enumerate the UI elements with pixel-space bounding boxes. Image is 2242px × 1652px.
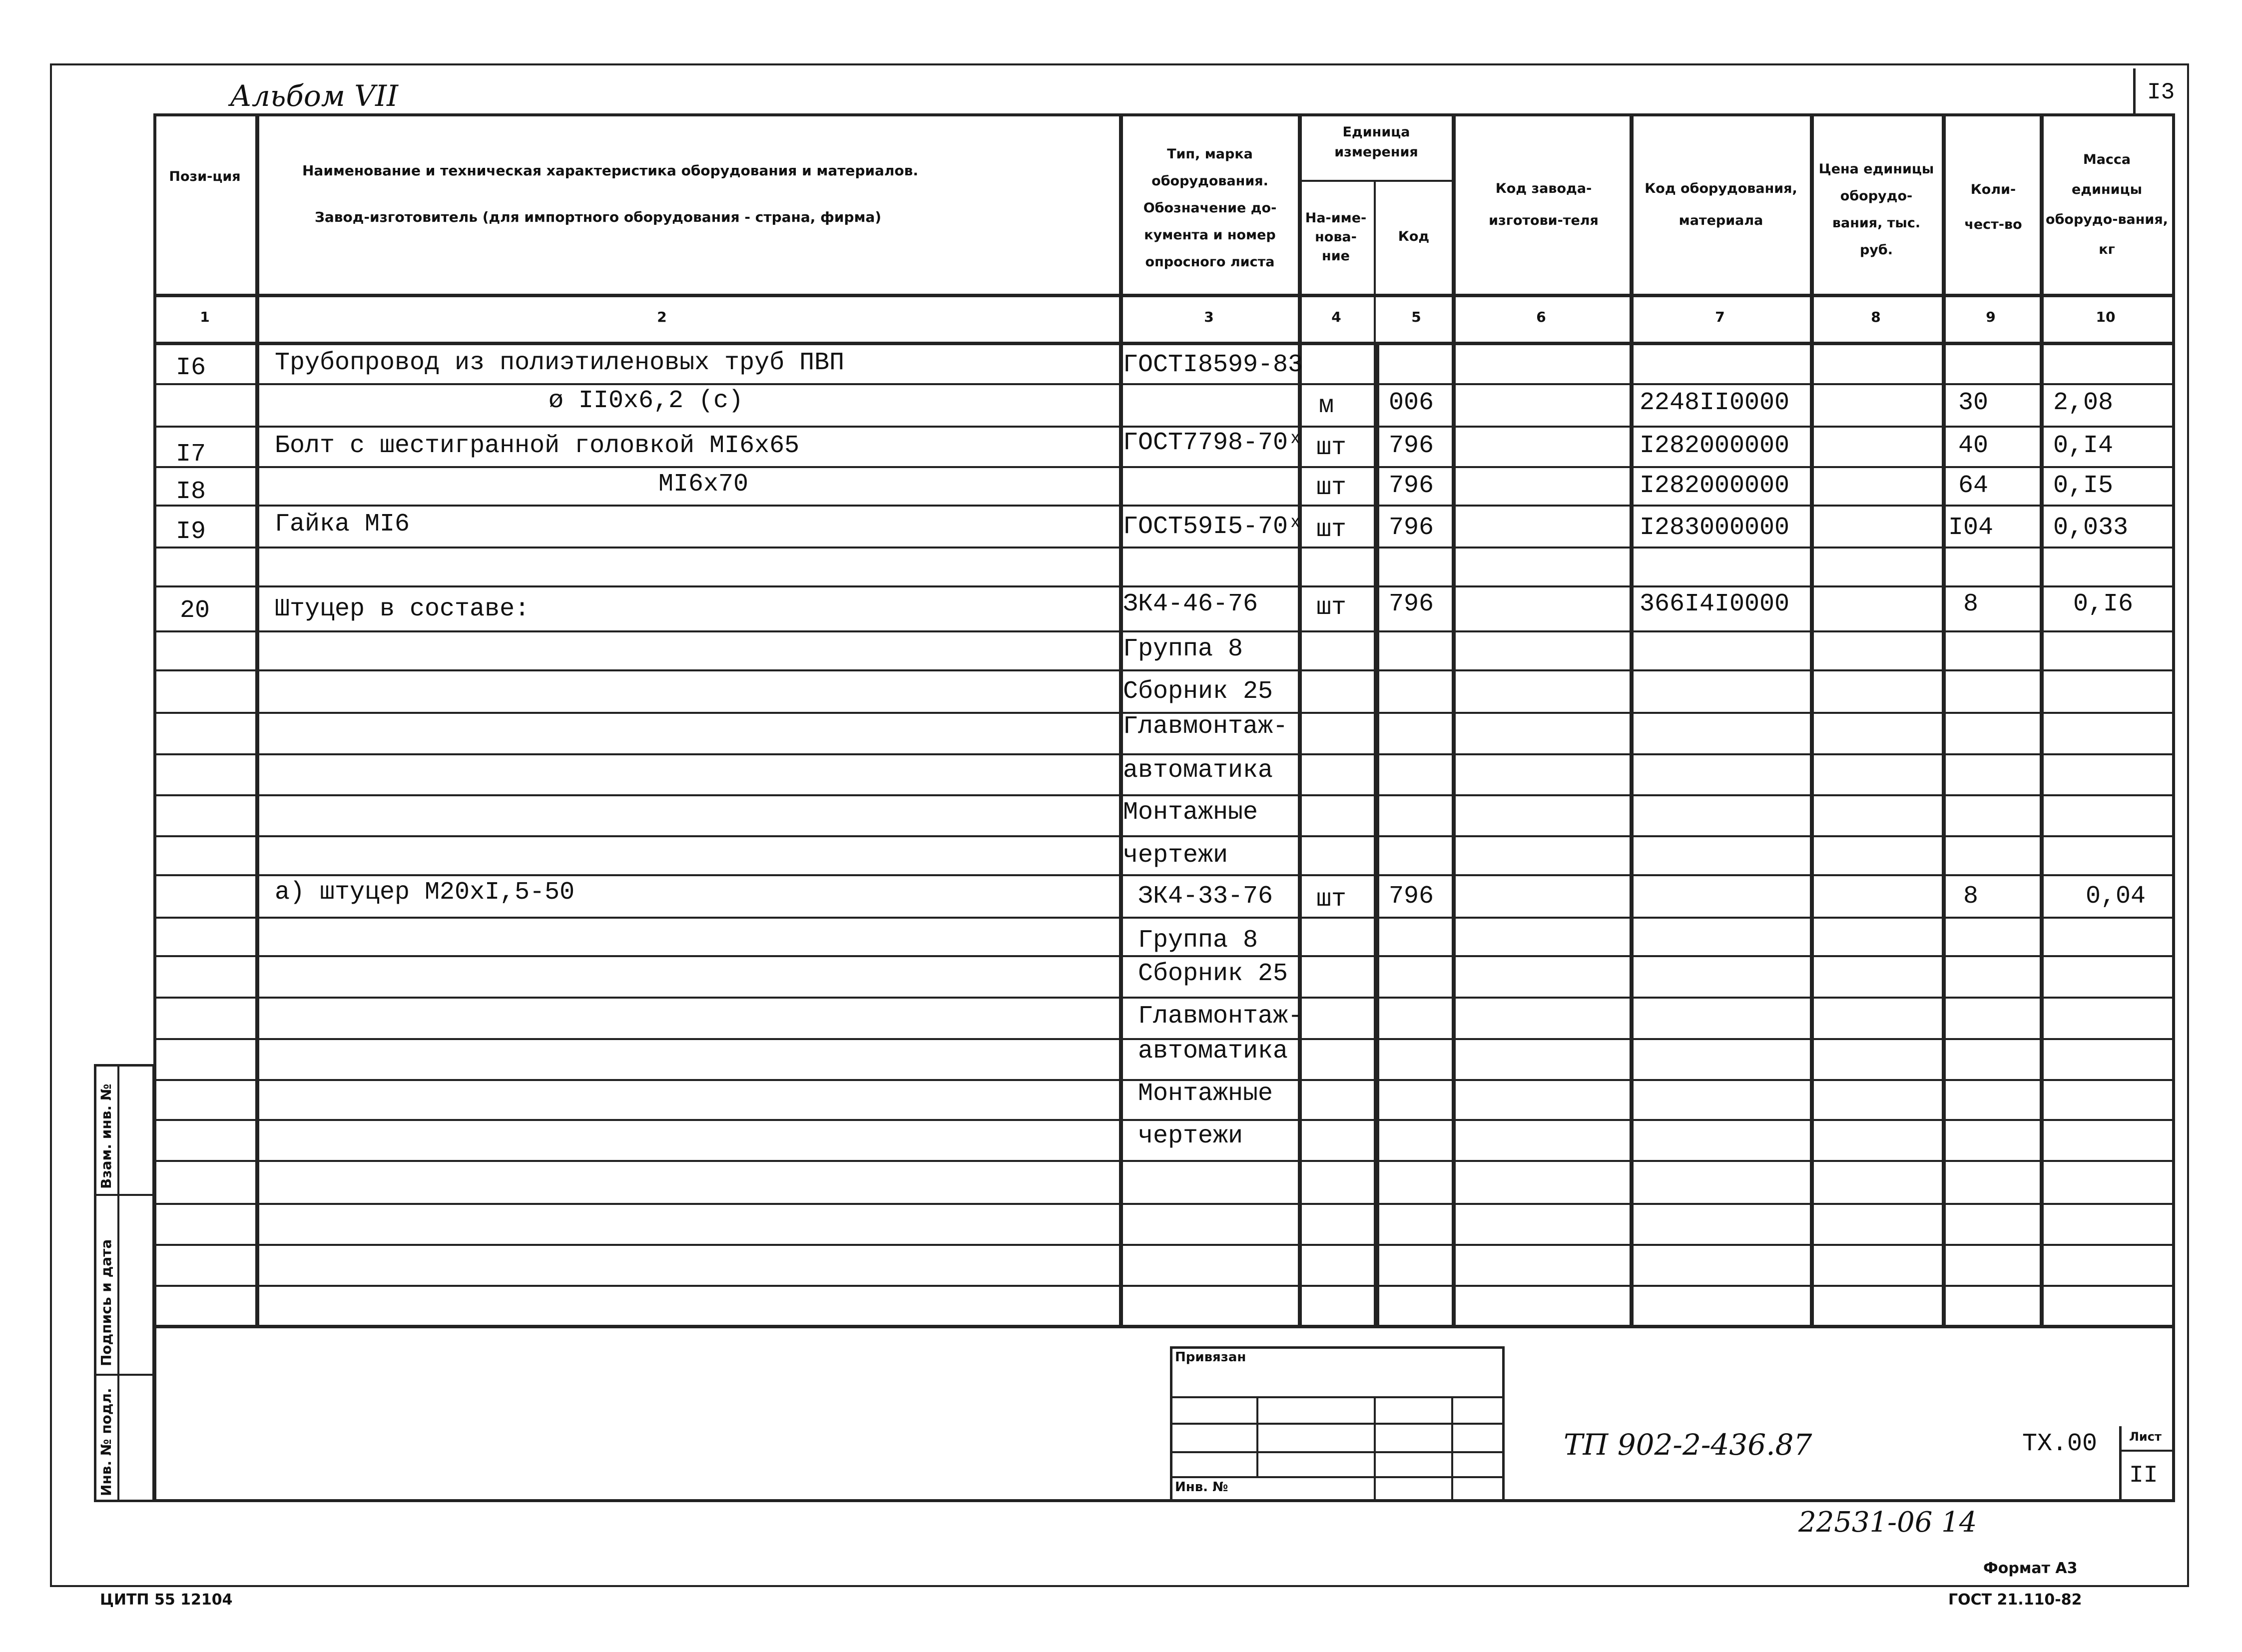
row-20-doc-line: автоматика — [1123, 756, 1273, 785]
row-20-code: 366I4I0000 — [1640, 590, 1790, 618]
row-i6b-unit: м — [1319, 392, 1334, 420]
row-20a-doc-line: чертежи — [1138, 1122, 1243, 1150]
header-bottom-line — [153, 294, 2175, 297]
sheet-label: Лист — [2129, 1430, 2162, 1444]
row-i6b-qty: 30 — [1958, 389, 1989, 417]
row-20-pos: 20 — [180, 596, 210, 625]
row-line — [153, 1160, 2175, 1162]
row-20a-name: а) штуцер М20xI,5-50 — [275, 878, 575, 907]
row-20a-doc-line: Главмонтаж- — [1138, 1002, 1303, 1031]
row-20-unit-code: 796 — [1389, 590, 1434, 618]
row-20-doc-line: чертежи — [1123, 841, 1228, 870]
bound-stamp-line — [1170, 1423, 1505, 1425]
bound-stamp-col — [1374, 1396, 1376, 1502]
row-i9-unit: шт — [1316, 516, 1347, 544]
row-i7-qty: 40 — [1958, 432, 1989, 460]
row-line — [153, 547, 2175, 549]
row-i6b-code: 2248II0000 — [1640, 389, 1790, 417]
row-20a-doc-line: автоматика — [1138, 1037, 1288, 1066]
row-i6-name: Трубопровод из полиэтиленовых труб ПВП — [275, 349, 845, 377]
header-unit-group: Единица измерения — [1334, 124, 1418, 160]
row-line — [153, 505, 2175, 507]
row-i9-code: I283000000 — [1640, 514, 1790, 542]
bound-stamp-line — [1170, 1396, 1505, 1398]
row-20-doc: ЗК4-46-76 — [1123, 590, 1258, 618]
row-line — [153, 917, 2175, 919]
side-stamp-divider — [117, 1064, 119, 1502]
col-line-5 — [1452, 113, 1456, 1327]
row-20a-doc: ЗК4-33-76 — [1138, 882, 1273, 911]
bound-stamp-col — [1451, 1396, 1453, 1502]
row-i9-doc: ГОСТ59I5-70ˣ — [1123, 513, 1303, 541]
header-unit-name: На-име-нова-ние — [1305, 210, 1367, 264]
row-i6b-name: ø II0x6,2 (c) — [549, 387, 744, 415]
header-name-line2: Завод-изготовитель (для импортного оборудования - страна, фирма) — [315, 209, 882, 225]
inv-no-label: Инв. № — [1175, 1480, 1228, 1495]
sheet-number: II — [2129, 1462, 2158, 1489]
row-20a-doc-line: Монтажные — [1138, 1080, 1273, 1108]
colnum-5: 5 — [1411, 309, 1421, 325]
row-20-doc-line: Группа 8 — [1123, 635, 1243, 663]
colnum-1: 1 — [200, 309, 210, 325]
row-20a-qty: 8 — [1963, 882, 1979, 911]
row-20a-unit: шт — [1316, 885, 1347, 914]
row-i6-pos: I6 — [176, 354, 206, 382]
row-i8-unit: шт — [1316, 474, 1347, 502]
row-20-doc-line: Сборник 25 — [1123, 677, 1273, 706]
row-line — [153, 669, 2175, 671]
col-line-3 — [1298, 113, 1302, 1327]
header-position: Пози-ция — [169, 169, 241, 184]
row-line — [153, 1203, 2175, 1205]
row-line — [153, 794, 2175, 796]
page-number: I3 — [2147, 79, 2175, 105]
row-i8-name: МI6x70 — [658, 470, 749, 499]
header-unit-code: Код — [1398, 229, 1430, 244]
col-line-8 — [1942, 113, 1946, 1327]
format-label: Формат А3 — [1983, 1560, 2078, 1577]
row-20-doc-line: Главмонтаж- — [1123, 712, 1288, 741]
row-20a-doc-line: Группа 8 — [1138, 926, 1258, 955]
row-i6b-unit-code: 006 — [1389, 389, 1434, 417]
row-20-unit: шт — [1316, 593, 1347, 622]
standard-label: ГОСТ 21.110-82 — [1948, 1591, 2082, 1609]
row-i9-pos: I9 — [176, 518, 206, 546]
colnum-9: 9 — [1986, 309, 1996, 325]
row-20-name: Штуцер в составе: — [275, 595, 530, 623]
row-i8-unit-code: 796 — [1389, 472, 1434, 500]
row-line — [153, 1244, 2175, 1246]
row-i7-name: Болт с шестигранной головкой МI6x65 — [275, 432, 800, 460]
row-i7-code: I282000000 — [1640, 432, 1790, 460]
colnum-bottom-line — [153, 342, 2175, 345]
inventory-handwritten: 22531-06 14 — [1798, 1506, 1977, 1539]
album-label: Альбом VII — [230, 79, 398, 113]
row-i8-code: I282000000 — [1640, 472, 1790, 500]
header-mass: Масса единицы оборудо-вания, кг — [2046, 152, 2168, 257]
row-line — [153, 955, 2175, 957]
header-name-line1: Наименование и техническая характеристика оборудования и материалов. — [302, 162, 919, 179]
col-line-2 — [1119, 113, 1123, 1327]
row-i9-unit-code: 796 — [1389, 514, 1434, 542]
row-line — [153, 383, 2175, 385]
row-i8-mass: 0,I5 — [2053, 472, 2114, 500]
colnum-7: 7 — [1715, 309, 1725, 325]
row-line — [153, 585, 2175, 587]
row-20-doc-line: Монтажные — [1123, 798, 1258, 827]
row-i6b-mass: 2,08 — [2053, 389, 2114, 417]
row-i7-unit: шт — [1316, 434, 1347, 462]
footer-left: ЦИТП 55 12104 — [100, 1591, 233, 1609]
colnum-4: 4 — [1331, 309, 1341, 325]
row-20a-unit-code: 796 — [1389, 882, 1434, 911]
row-line — [153, 997, 2175, 999]
row-i8-pos: I8 — [176, 478, 206, 506]
side-stamp-line — [94, 1374, 155, 1376]
row-20-qty: 8 — [1963, 590, 1979, 618]
row-i7-mass: 0,I4 — [2053, 432, 2114, 460]
row-line — [153, 426, 2175, 428]
colnum-6: 6 — [1536, 309, 1546, 325]
row-i7-pos: I7 — [176, 440, 206, 469]
header-type: Тип, марка оборудования. Обозначение до-кумента и номер опросного листа — [1143, 146, 1277, 270]
bound-stamp-line — [1170, 1451, 1505, 1453]
row-line — [153, 835, 2175, 837]
colnum-3: 3 — [1204, 309, 1214, 325]
row-line — [153, 874, 2175, 876]
side-inv-sub: Инв. № подл. — [98, 1388, 114, 1496]
row-20a-mass: 0,04 — [2086, 882, 2146, 911]
doc-code: ТП 902-2-436.87 — [1564, 1428, 1812, 1462]
row-line — [153, 466, 2175, 468]
sheet-code: ТХ.00 — [2022, 1430, 2098, 1458]
header-price: Цена единицы оборудо-вания, тыс. руб. — [1818, 161, 1934, 258]
bound-label: Привязан — [1175, 1350, 1246, 1365]
colnum-10: 10 — [2096, 309, 2116, 325]
row-i8-qty: 64 — [1958, 472, 1989, 500]
row-i9-name: Гайка МI6 — [275, 510, 410, 539]
row-i9-qty: I04 — [1948, 514, 1994, 542]
col-line-6 — [1630, 113, 1634, 1327]
colnum-8: 8 — [1871, 309, 1881, 325]
header-qty: Коли-чест-во — [1964, 182, 2022, 232]
row-i7-unit-code: 796 — [1389, 432, 1434, 460]
row-i6-doc: ГОСТI8599-83 — [1123, 351, 1303, 379]
side-replace: Взам. инв. № — [98, 1084, 114, 1189]
header-equip-code: Код оборудования, материала — [1645, 181, 1797, 228]
row-line — [153, 1119, 2175, 1121]
row-line — [153, 753, 2175, 755]
row-i7-doc: ГОСТ7798-70ˣ — [1123, 429, 1303, 457]
col-line-1 — [255, 113, 259, 1327]
header-maker-code: Код завода-изготови-теля — [1489, 181, 1599, 228]
row-i9-mass: 0,033 — [2053, 514, 2129, 542]
col-line-9 — [2040, 113, 2044, 1327]
bound-stamp-col — [1256, 1396, 1258, 1476]
sheet-box-line — [2119, 1450, 2175, 1452]
bound-stamp-line — [1170, 1476, 1505, 1478]
row-20-mass: 0,I6 — [2073, 590, 2134, 618]
side-stamp-line — [94, 1194, 155, 1196]
colnum-2: 2 — [657, 309, 667, 325]
table-bottom-line — [153, 1325, 2175, 1328]
col-line-7 — [1810, 113, 1814, 1327]
row-line — [153, 630, 2175, 632]
row-20a-doc-line: Сборник 25 — [1138, 960, 1288, 988]
row-line — [153, 1285, 2175, 1287]
side-signature: Подпись и дата — [98, 1239, 114, 1366]
